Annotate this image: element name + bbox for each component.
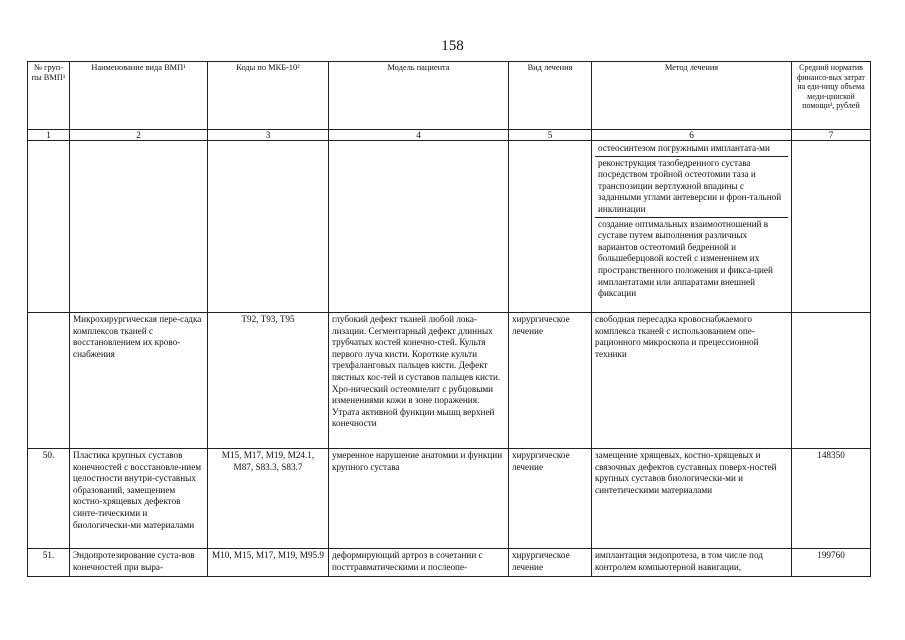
cell-cost <box>792 141 871 313</box>
table-row-50 <box>28 449 871 549</box>
col-number: 5 <box>509 130 592 141</box>
header-treatment: Вид лечения <box>509 62 592 130</box>
cell-model: глубокий дефект тканей любой лока-лизации. Сегментарный дефект длинных трубчатых костей конечно-стей. Культя первого луча кисти. Короткие культи трехфаланговых пальцев кисти. Дефект пястных кос-тей и суставов пальцев кисти. Хро-нический остеомиелит с рубцовыми изменениями кожи в зоне поражения. Утрата активной функции мышц верхней конечности <box>329 313 509 449</box>
table-row-microsurgery <box>28 313 871 449</box>
method-item: остеосинтезом погружными имплантата-ми <box>595 142 788 157</box>
cell-codes <box>208 141 329 313</box>
col-number: 4 <box>329 130 509 141</box>
cell-treatment: хирургическое лечение <box>509 313 592 449</box>
col-number: 6 <box>592 130 792 141</box>
cell-treatment: хирургическое лечение <box>509 549 592 577</box>
cell-codes: M15, M17, M19, M24.1, M87, S83.3, S83.7 <box>208 449 329 549</box>
cell-method: замещение хрящевых, костно-хрящевых и связочных дефектов суставных поверх-ностей крупных суставов биологически-ми и синтетическими материалами <box>592 449 792 549</box>
cell-treatment: хирургическое лечение <box>509 449 592 549</box>
cell-cost <box>792 313 871 449</box>
cell-cost: 199760 <box>792 549 871 577</box>
cell-group: 51. <box>28 549 70 577</box>
header-group: № груп-пы ВМП¹ <box>28 62 70 130</box>
method-item: реконструкция тазобедренного сустава посредством тройной остеотомии таза и транспозиции вертлужной впадины с заданными углами антеверсии и фрон-тальной инклинации <box>595 157 788 218</box>
cell-treatment <box>509 141 592 313</box>
cell-group <box>28 313 70 449</box>
cell-name: Пластика крупных суставов конечностей с восстановле-нием целостности внутри-суставных образований, замещением костно-хрящевых дефектов синте-тическими и биологически-ми материалами <box>70 449 208 549</box>
cell-group: 50. <box>28 449 70 549</box>
cell-name: Эндопротезирование суста-вов конечностей при выра- <box>70 549 208 577</box>
col-number: 7 <box>792 130 871 141</box>
header-row <box>28 62 871 130</box>
cell-name <box>70 141 208 313</box>
cell-group <box>28 141 70 313</box>
table-row-51 <box>28 549 871 577</box>
cell-name: Микрохирургическая пере-садка комплексов тканей с восстановлением их крово-снабжения <box>70 313 208 449</box>
header-model: Модель пациента <box>329 62 509 130</box>
header-method: Метод лечения <box>592 62 792 130</box>
method-item: создание оптимальных взаимоотношений в суставе путем выполнения различных вариантов остеотомий бедренной и большеберцовой костей с изменением их пространственного положения и фикса-цией имплантатами или аппаратами внешней фиксации <box>598 218 773 299</box>
table-row-continuation <box>28 141 871 313</box>
col-number: 2 <box>70 130 208 141</box>
column-number-row <box>28 130 871 141</box>
header-codes: Коды по МКБ-10² <box>208 62 329 130</box>
cell-model <box>329 141 509 313</box>
header-cost: Средний норматив финансо-вых затрат на еди-ницу объема меди-цинской помощи³, рублей <box>792 62 871 130</box>
cell-codes: M10, M15, M17, M19, M95.9 <box>208 549 329 577</box>
cell-codes: T92, T93, T95 <box>208 313 329 449</box>
cell-method: имплантация эндопротеза, в том числе под контролем компьютерной навигации, <box>592 549 792 577</box>
cell-method <box>592 141 792 313</box>
cell-model: деформирующий артроз в сочетании с посттравматическими и послеопе- <box>329 549 509 577</box>
cell-method: свободная пересадка кровоснабжаемого комплекса тканей с использованием опе-рационного микроскопа и прецессионной техники <box>592 313 792 449</box>
page-number: 158 <box>441 38 464 54</box>
vmp-table <box>27 61 871 577</box>
col-number: 3 <box>208 130 329 141</box>
cell-model: умеренное нарушение анатомии и функции крупного сустава <box>329 449 509 549</box>
col-number: 1 <box>28 130 70 141</box>
header-name: Наименование вида ВМП¹ <box>70 62 208 130</box>
cell-cost: 148350 <box>792 449 871 549</box>
